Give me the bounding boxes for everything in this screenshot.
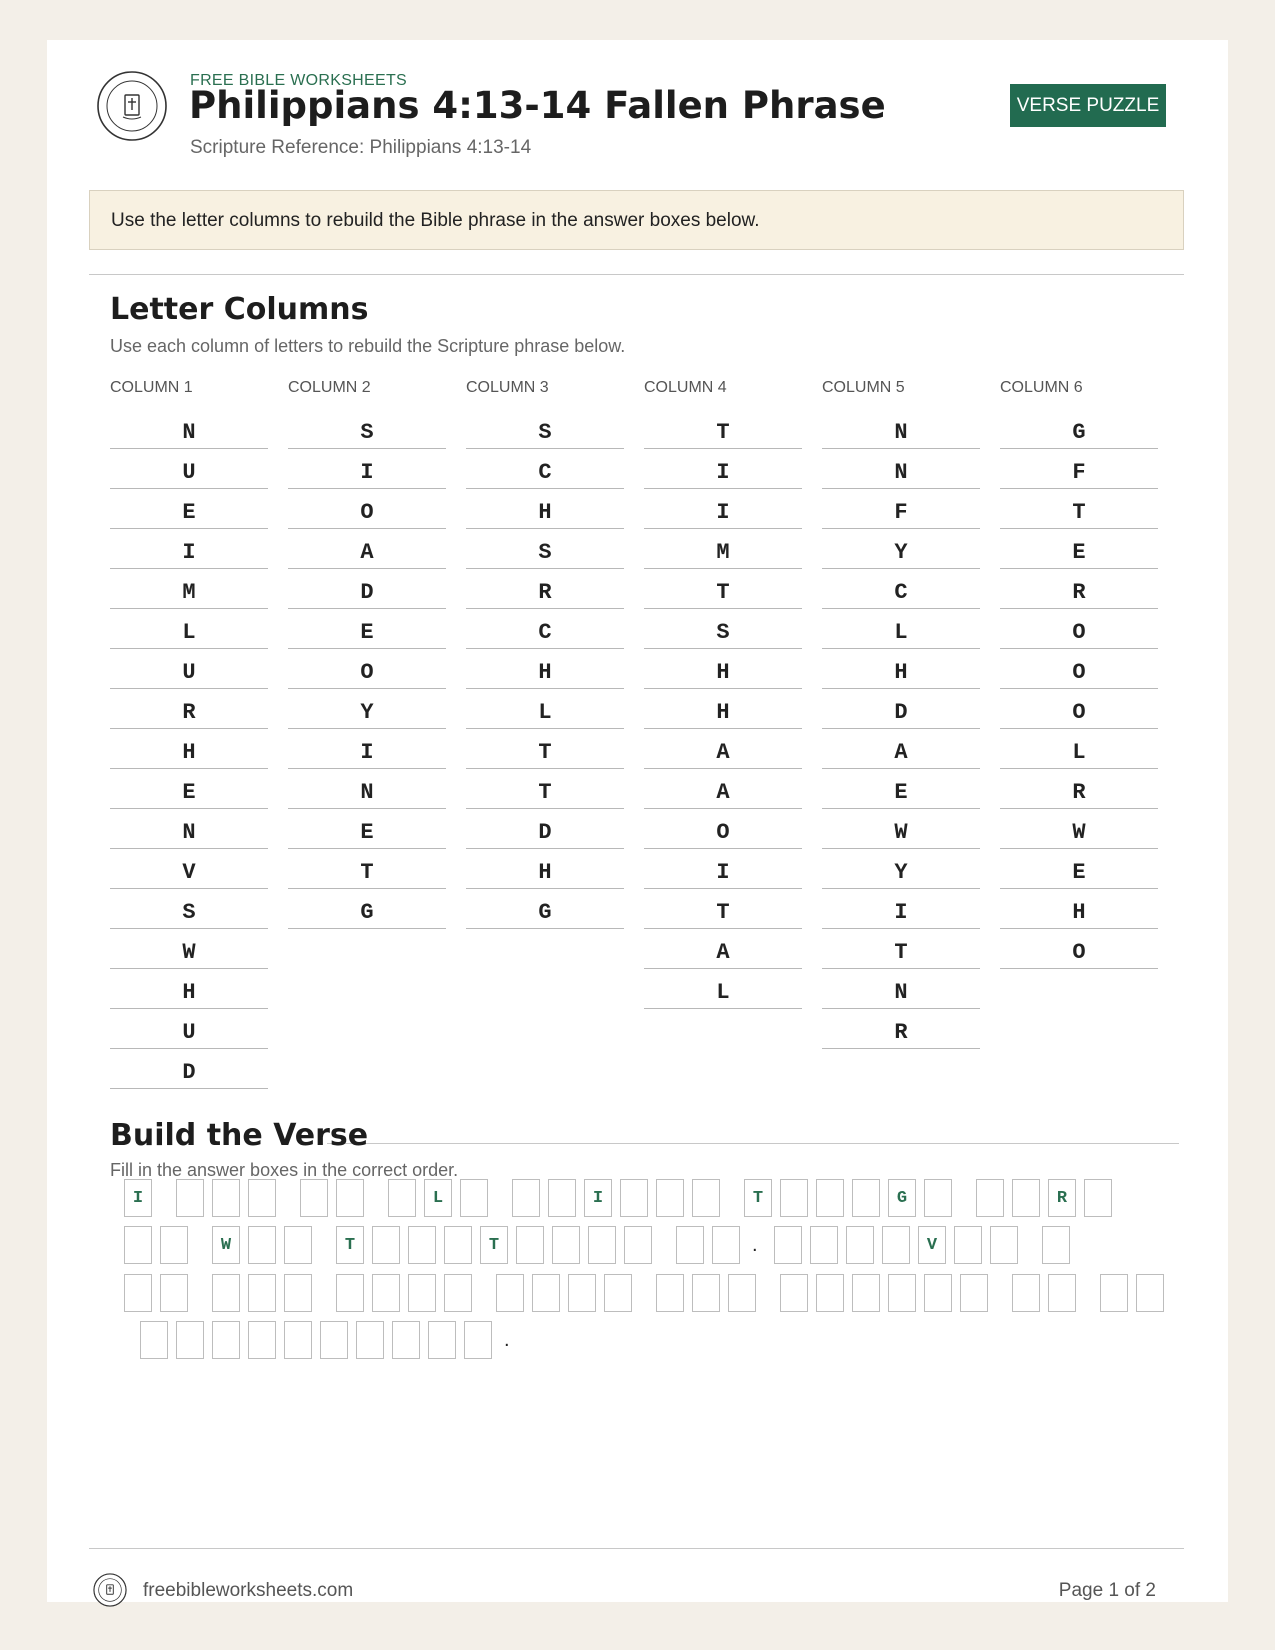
answer-box[interactable] bbox=[356, 1321, 384, 1359]
answer-box[interactable] bbox=[284, 1274, 312, 1312]
answer-box[interactable] bbox=[692, 1274, 720, 1312]
column-letter: U bbox=[110, 1009, 268, 1049]
answer-box[interactable] bbox=[140, 1321, 168, 1359]
answer-box[interactable] bbox=[990, 1226, 1018, 1264]
column-letter: I bbox=[288, 729, 446, 769]
column-letter: F bbox=[1000, 449, 1158, 489]
answer-box[interactable] bbox=[248, 1226, 276, 1264]
column-letter: A bbox=[822, 729, 980, 769]
column-letter: I bbox=[288, 449, 446, 489]
column-letter: E bbox=[1000, 529, 1158, 569]
punctuation: . bbox=[504, 1329, 510, 1351]
answer-box[interactable] bbox=[464, 1321, 492, 1359]
answer-box[interactable] bbox=[212, 1321, 240, 1359]
answer-box[interactable] bbox=[444, 1226, 472, 1264]
letter-column bbox=[822, 378, 980, 1049]
column-letter: O bbox=[1000, 609, 1158, 649]
letter-column bbox=[466, 378, 624, 929]
column-letter: I bbox=[644, 449, 802, 489]
answer-box[interactable] bbox=[124, 1274, 152, 1312]
answer-box[interactable] bbox=[176, 1321, 204, 1359]
punctuation: . bbox=[752, 1234, 758, 1256]
answer-box[interactable] bbox=[212, 1179, 240, 1217]
column-letter: S bbox=[288, 409, 446, 449]
answer-box[interactable] bbox=[882, 1226, 910, 1264]
answer-box[interactable]: G bbox=[888, 1179, 916, 1217]
answer-box[interactable] bbox=[336, 1274, 364, 1312]
column-letter: S bbox=[466, 409, 624, 449]
column-letter: U bbox=[110, 449, 268, 489]
answer-box[interactable] bbox=[676, 1226, 704, 1264]
answer-box[interactable] bbox=[728, 1274, 756, 1312]
answer-box[interactable] bbox=[532, 1274, 560, 1312]
answer-box[interactable] bbox=[960, 1274, 988, 1312]
answer-box[interactable] bbox=[620, 1179, 648, 1217]
worksheet-page bbox=[47, 40, 1228, 1602]
answer-box[interactable] bbox=[1012, 1179, 1040, 1217]
answer-box[interactable] bbox=[954, 1226, 982, 1264]
letter-column bbox=[644, 378, 802, 1009]
answer-box[interactable] bbox=[428, 1321, 456, 1359]
answer-box[interactable] bbox=[816, 1274, 844, 1312]
column-letter: E bbox=[110, 489, 268, 529]
answer-box[interactable] bbox=[320, 1321, 348, 1359]
column-letter: O bbox=[1000, 929, 1158, 969]
column-header: COLUMN 2 bbox=[288, 379, 371, 396]
column-letter: M bbox=[110, 569, 268, 609]
column-letter: W bbox=[822, 809, 980, 849]
column-letter: T bbox=[644, 409, 802, 449]
answer-box[interactable] bbox=[284, 1226, 312, 1264]
letter-columns-title: Letter Columns bbox=[110, 292, 369, 327]
column-letter: T bbox=[822, 929, 980, 969]
answer-box[interactable] bbox=[1136, 1274, 1164, 1312]
column-letter: S bbox=[466, 529, 624, 569]
column-letter: T bbox=[644, 569, 802, 609]
column-letter: A bbox=[644, 769, 802, 809]
answer-box[interactable] bbox=[248, 1179, 276, 1217]
column-letter: D bbox=[288, 569, 446, 609]
answer-box[interactable] bbox=[392, 1321, 420, 1359]
answer-box[interactable] bbox=[852, 1179, 880, 1217]
answer-box[interactable] bbox=[248, 1321, 276, 1359]
letter-column bbox=[288, 378, 446, 929]
answer-box[interactable] bbox=[604, 1274, 632, 1312]
answer-box[interactable] bbox=[1084, 1179, 1112, 1217]
answer-box[interactable] bbox=[512, 1179, 540, 1217]
header bbox=[47, 40, 1228, 170]
letter-column bbox=[110, 378, 268, 1089]
column-letter: R bbox=[110, 689, 268, 729]
divider bbox=[327, 1143, 1179, 1144]
answer-box[interactable] bbox=[924, 1179, 952, 1217]
column-letter: R bbox=[466, 569, 624, 609]
column-letter: D bbox=[466, 809, 624, 849]
column-letter: L bbox=[466, 689, 624, 729]
answer-box[interactable] bbox=[444, 1274, 472, 1312]
answer-box[interactable] bbox=[656, 1179, 684, 1217]
brand-name: FREE BIBLE WORKSHEETS bbox=[190, 72, 408, 89]
answer-box[interactable]: W bbox=[212, 1226, 240, 1264]
answer-box[interactable] bbox=[588, 1226, 616, 1264]
answer-box[interactable] bbox=[1048, 1274, 1076, 1312]
column-letter: E bbox=[288, 609, 446, 649]
answer-box[interactable]: I bbox=[584, 1179, 612, 1217]
column-letter: G bbox=[1000, 409, 1158, 449]
column-letter: E bbox=[822, 769, 980, 809]
answer-box[interactable] bbox=[810, 1226, 838, 1264]
column-letter: L bbox=[644, 969, 802, 1009]
answer-box[interactable] bbox=[372, 1226, 400, 1264]
answer-box[interactable] bbox=[212, 1274, 240, 1312]
answer-box[interactable] bbox=[568, 1274, 596, 1312]
answer-box[interactable] bbox=[624, 1226, 652, 1264]
answer-box[interactable] bbox=[388, 1179, 416, 1217]
column-letter: S bbox=[644, 609, 802, 649]
column-letter: T bbox=[466, 729, 624, 769]
column-letter: H bbox=[822, 649, 980, 689]
column-letter: O bbox=[1000, 649, 1158, 689]
answer-box[interactable]: T bbox=[744, 1179, 772, 1217]
column-letter: O bbox=[1000, 689, 1158, 729]
column-letter: H bbox=[110, 729, 268, 769]
answer-box[interactable] bbox=[336, 1179, 364, 1217]
answer-box[interactable]: T bbox=[336, 1226, 364, 1264]
build-verse-subtitle: Fill in the answer boxes in the correct order. bbox=[110, 1160, 459, 1180]
column-header: COLUMN 1 bbox=[110, 379, 193, 396]
answer-box[interactable] bbox=[124, 1226, 152, 1264]
column-letter: T bbox=[288, 849, 446, 889]
column-letter: O bbox=[288, 649, 446, 689]
column-letter: I bbox=[110, 529, 268, 569]
column-header: COLUMN 5 bbox=[822, 379, 905, 396]
column-letter: E bbox=[1000, 849, 1158, 889]
answer-box[interactable] bbox=[160, 1274, 188, 1312]
column-letter: W bbox=[110, 929, 268, 969]
column-letter: S bbox=[110, 889, 268, 929]
answer-box[interactable] bbox=[780, 1274, 808, 1312]
column-letter: H bbox=[1000, 889, 1158, 929]
answer-box[interactable] bbox=[408, 1226, 436, 1264]
answer-box[interactable] bbox=[846, 1226, 874, 1264]
instructions-box bbox=[89, 190, 1184, 250]
column-letter: N bbox=[288, 769, 446, 809]
column-letter: H bbox=[466, 489, 624, 529]
answer-box[interactable] bbox=[516, 1226, 544, 1264]
column-letter: H bbox=[466, 849, 624, 889]
letter-columns-subtitle: Use each column of letters to rebuild the Scripture phrase below. bbox=[110, 336, 626, 356]
column-header: COLUMN 6 bbox=[1000, 379, 1083, 396]
column-letter: M bbox=[644, 529, 802, 569]
answer-box[interactable] bbox=[408, 1274, 436, 1312]
column-letter: N bbox=[822, 969, 980, 1009]
answer-box[interactable] bbox=[816, 1179, 844, 1217]
column-letter: C bbox=[466, 609, 624, 649]
column-letter: G bbox=[288, 889, 446, 929]
answer-box[interactable] bbox=[1012, 1274, 1040, 1312]
answer-box[interactable]: V bbox=[918, 1226, 946, 1264]
column-letter: C bbox=[822, 569, 980, 609]
column-letter: U bbox=[110, 649, 268, 689]
column-letter: L bbox=[110, 609, 268, 649]
column-letter: R bbox=[1000, 769, 1158, 809]
column-letter: H bbox=[644, 649, 802, 689]
column-letter: O bbox=[288, 489, 446, 529]
build-verse-title: Build the Verse bbox=[110, 1118, 369, 1153]
answer-box[interactable] bbox=[284, 1321, 312, 1359]
column-letter: N bbox=[822, 409, 980, 449]
page-title: Philippians 4:13-14 Fallen Phrase bbox=[189, 84, 886, 127]
column-letter: I bbox=[822, 889, 980, 929]
column-letter: C bbox=[466, 449, 624, 489]
answer-box[interactable] bbox=[248, 1274, 276, 1312]
answer-box[interactable] bbox=[852, 1274, 880, 1312]
answer-box[interactable] bbox=[548, 1179, 576, 1217]
column-letter: R bbox=[1000, 569, 1158, 609]
answer-box[interactable] bbox=[780, 1179, 808, 1217]
column-letter: T bbox=[1000, 489, 1158, 529]
column-letter: D bbox=[822, 689, 980, 729]
column-header: COLUMN 4 bbox=[644, 379, 727, 396]
column-letter: A bbox=[644, 929, 802, 969]
column-letter: O bbox=[644, 809, 802, 849]
column-letter: A bbox=[288, 529, 446, 569]
column-letter: D bbox=[110, 1049, 268, 1089]
answer-box[interactable] bbox=[552, 1226, 580, 1264]
footer-site: freebibleworksheets.com bbox=[143, 1580, 354, 1601]
divider bbox=[89, 274, 1184, 275]
column-letter: N bbox=[822, 449, 980, 489]
column-letter: F bbox=[822, 489, 980, 529]
answer-box[interactable] bbox=[372, 1274, 400, 1312]
page-number: Page 1 of 2 bbox=[1058, 1580, 1156, 1601]
answer-box[interactable] bbox=[496, 1274, 524, 1312]
column-letter: N bbox=[110, 809, 268, 849]
answer-box[interactable] bbox=[976, 1179, 1004, 1217]
column-header: COLUMN 3 bbox=[466, 379, 549, 396]
answer-box[interactable] bbox=[1100, 1274, 1128, 1312]
column-letter: W bbox=[1000, 809, 1158, 849]
column-letter: T bbox=[644, 889, 802, 929]
column-letter: G bbox=[466, 889, 624, 929]
answer-box[interactable] bbox=[160, 1226, 188, 1264]
answer-box[interactable]: I bbox=[124, 1179, 152, 1217]
answer-box[interactable]: T bbox=[480, 1226, 508, 1264]
answer-box[interactable] bbox=[774, 1226, 802, 1264]
column-letter: L bbox=[822, 609, 980, 649]
answer-box[interactable] bbox=[712, 1226, 740, 1264]
bible-logo-icon bbox=[96, 70, 168, 142]
column-letter: I bbox=[644, 849, 802, 889]
answer-box[interactable] bbox=[888, 1274, 916, 1312]
column-letter: V bbox=[110, 849, 268, 889]
column-letter: E bbox=[110, 769, 268, 809]
column-letter: H bbox=[110, 969, 268, 1009]
column-letter: H bbox=[466, 649, 624, 689]
answer-box[interactable] bbox=[176, 1179, 204, 1217]
column-letter: Y bbox=[822, 849, 980, 889]
column-letter: I bbox=[644, 489, 802, 529]
answer-box[interactable]: R bbox=[1048, 1179, 1076, 1217]
column-letter: A bbox=[644, 729, 802, 769]
column-letter: R bbox=[822, 1009, 980, 1049]
column-letter: T bbox=[466, 769, 624, 809]
column-letter: Y bbox=[288, 689, 446, 729]
instructions-text: Use the letter columns to rebuild the Bible phrase in the answer boxes below. bbox=[111, 210, 760, 231]
letter-column bbox=[1000, 378, 1158, 969]
column-letter: N bbox=[110, 409, 268, 449]
answer-box[interactable] bbox=[1042, 1226, 1070, 1264]
answer-box[interactable] bbox=[300, 1179, 328, 1217]
column-letter: L bbox=[1000, 729, 1158, 769]
answer-box[interactable]: L bbox=[424, 1179, 452, 1217]
answer-box[interactable] bbox=[460, 1179, 488, 1217]
column-letter: E bbox=[288, 809, 446, 849]
column-letter: H bbox=[644, 689, 802, 729]
bible-logo-icon bbox=[93, 1573, 127, 1607]
scripture-reference: Scripture Reference: Philippians 4:13-14 bbox=[190, 137, 532, 158]
footer-divider bbox=[89, 1548, 1184, 1549]
verse-puzzle-badge: VERSE PUZZLE bbox=[1010, 84, 1166, 127]
answer-box[interactable] bbox=[692, 1179, 720, 1217]
answer-box[interactable] bbox=[924, 1274, 952, 1312]
answer-box[interactable] bbox=[656, 1274, 684, 1312]
column-letter: Y bbox=[822, 529, 980, 569]
